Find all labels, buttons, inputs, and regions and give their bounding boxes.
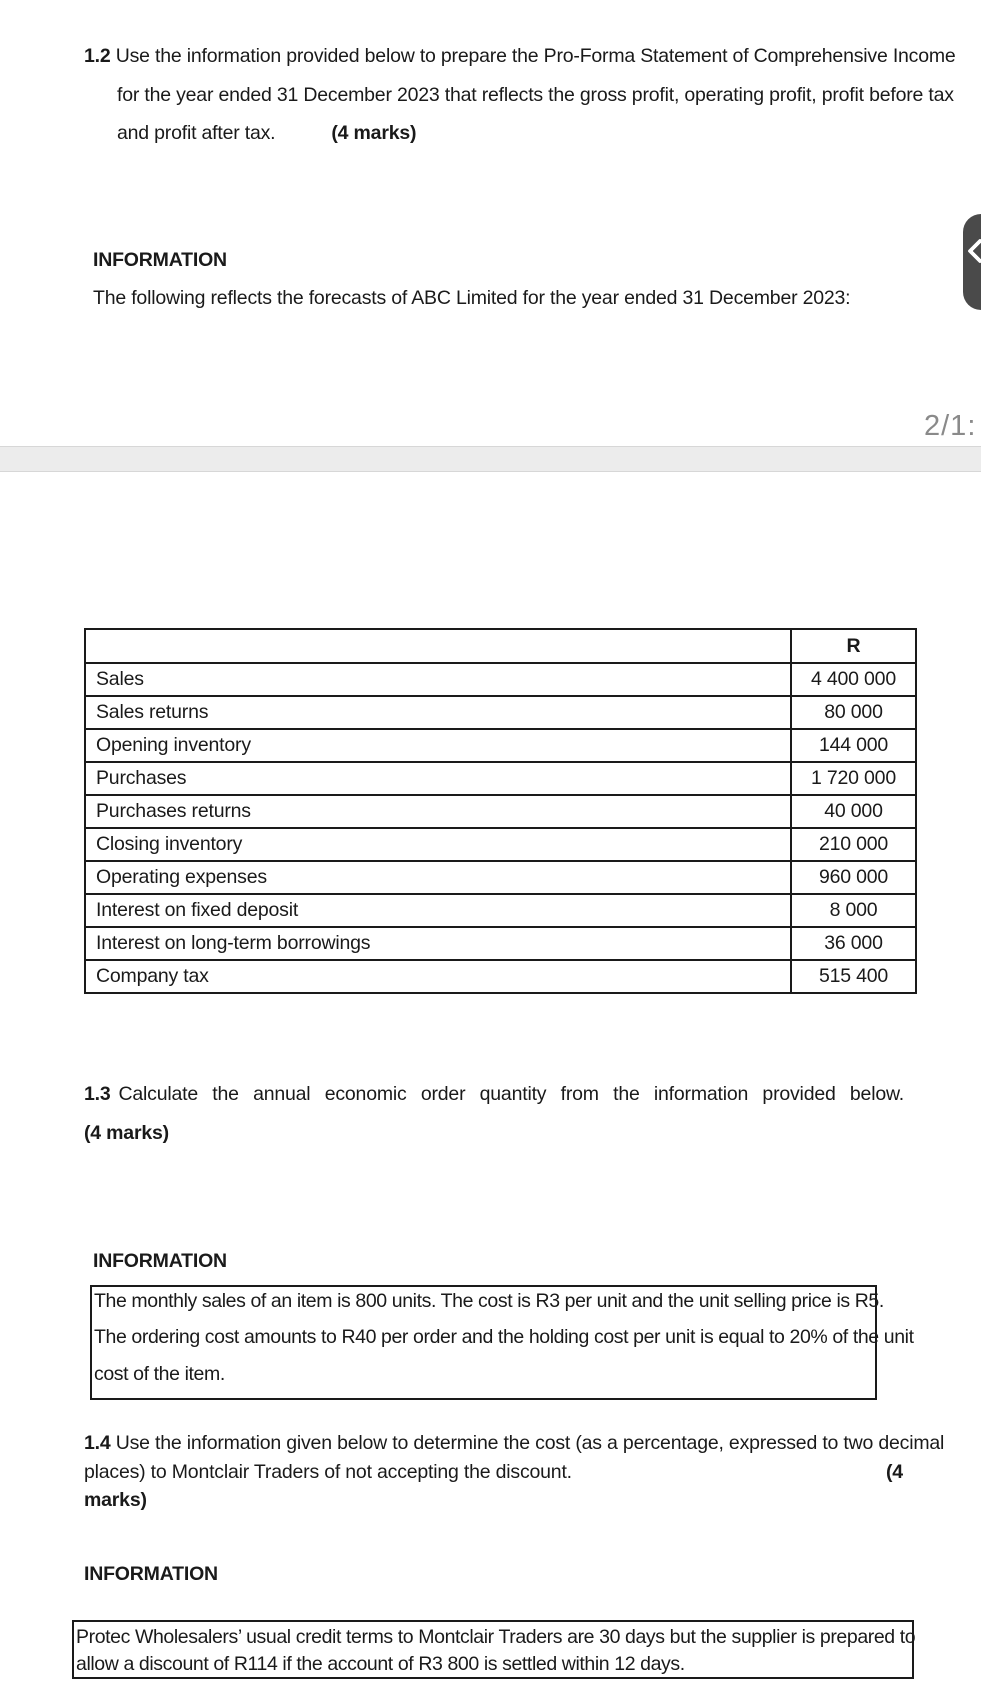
info3-heading: INFORMATION xyxy=(84,1563,218,1585)
row-label: Purchases xyxy=(85,762,791,795)
row-label: Sales xyxy=(85,663,791,696)
table-row xyxy=(85,663,916,696)
row-amount: 80 000 xyxy=(791,696,916,729)
q13-marks: (4 marks) xyxy=(84,1122,169,1144)
q13-line-1 xyxy=(84,1082,904,1106)
q12-text-line-2: for the year ended 31 December 2023 that reflects the gross profit, operating profit, profit before tax xyxy=(117,84,954,106)
chevron-left-icon xyxy=(967,238,981,263)
q12-number: 1.2 xyxy=(84,45,111,67)
table-row xyxy=(85,762,916,795)
info1-heading: INFORMATION xyxy=(93,249,227,271)
table-header-row xyxy=(85,629,916,663)
q12-line-1 xyxy=(84,44,956,68)
q14-marks-part2: marks) xyxy=(84,1489,147,1511)
info3-line-2: allow a discount of R114 if the account of R3 800 is settled within 12 days. xyxy=(76,1653,685,1675)
q14-marks-part1: (4 xyxy=(886,1461,903,1483)
info3-box xyxy=(72,1620,914,1679)
table-row xyxy=(85,729,916,762)
q14-text-line-2: places) to Montclair Traders of not accepting the discount. xyxy=(84,1461,572,1483)
q14-line-1 xyxy=(84,1431,944,1455)
row-label: Purchases returns xyxy=(85,795,791,828)
row-label: Opening inventory xyxy=(85,729,791,762)
currency-header: R xyxy=(791,629,916,663)
row-amount: 36 000 xyxy=(791,927,916,960)
table-row xyxy=(85,828,916,861)
info2-heading: INFORMATION xyxy=(93,1250,227,1272)
row-amount: 1 720 000 xyxy=(791,762,916,795)
row-amount: 144 000 xyxy=(791,729,916,762)
q12-text-line-3: and profit after tax. xyxy=(117,122,276,144)
row-label: Interest on long-term borrowings xyxy=(85,927,791,960)
forecast-table xyxy=(84,628,917,994)
info3-line-1: Protec Wholesalers’ usual credit terms to Montclair Traders are 30 days but the supplier is prepared to xyxy=(76,1626,916,1648)
row-amount: 515 400 xyxy=(791,960,916,993)
table-row xyxy=(85,696,916,729)
info1-text: The following reflects the forecasts of ABC Limited for the year ended 31 December 2023: xyxy=(93,287,851,309)
row-label: Sales returns xyxy=(85,696,791,729)
row-label: Operating expenses xyxy=(85,861,791,894)
table-row xyxy=(85,861,916,894)
row-label: Closing inventory xyxy=(85,828,791,861)
info2-box xyxy=(90,1285,914,1400)
info2-line-2: The ordering cost amounts to R40 per order and the holding cost per unit is equal to 20% of the unit xyxy=(94,1326,914,1348)
row-amount: 210 000 xyxy=(791,828,916,861)
q14-number: 1.4 xyxy=(84,1432,111,1454)
table-row xyxy=(85,894,916,927)
info2-line-3: cost of the item. xyxy=(94,1363,225,1385)
row-amount: 40 000 xyxy=(791,795,916,828)
row-amount: 8 000 xyxy=(791,894,916,927)
table-row xyxy=(85,795,916,828)
table-row xyxy=(85,927,916,960)
q12-line-3 xyxy=(117,121,416,145)
q13-number: 1.3 xyxy=(84,1083,111,1105)
row-label: Company tax xyxy=(85,960,791,993)
q14-text-line-1: Use the information given below to determine the cost (as a percentage, expressed to two decimal xyxy=(110,1432,945,1454)
row-amount: 960 000 xyxy=(791,861,916,894)
table-row xyxy=(85,960,916,993)
side-panel-tab[interactable] xyxy=(963,214,981,310)
page-break xyxy=(0,446,981,472)
q12-marks: (4 marks) xyxy=(331,122,417,144)
row-label: Interest on fixed deposit xyxy=(85,894,791,927)
q13-text: Calculate the annual economic order quantity from the information provided below. xyxy=(118,1083,904,1105)
page-indicator: 2/1: xyxy=(924,410,977,442)
label-header-cell xyxy=(85,629,791,663)
q12-text-line-1: Use the information provided below to prepare the Pro-Forma Statement of Comprehensive Income xyxy=(110,45,956,67)
row-amount: 4 400 000 xyxy=(791,663,916,696)
info2-line-1: The monthly sales of an item is 800 units. The cost is R3 per unit and the unit selling price is R5. xyxy=(94,1290,884,1312)
